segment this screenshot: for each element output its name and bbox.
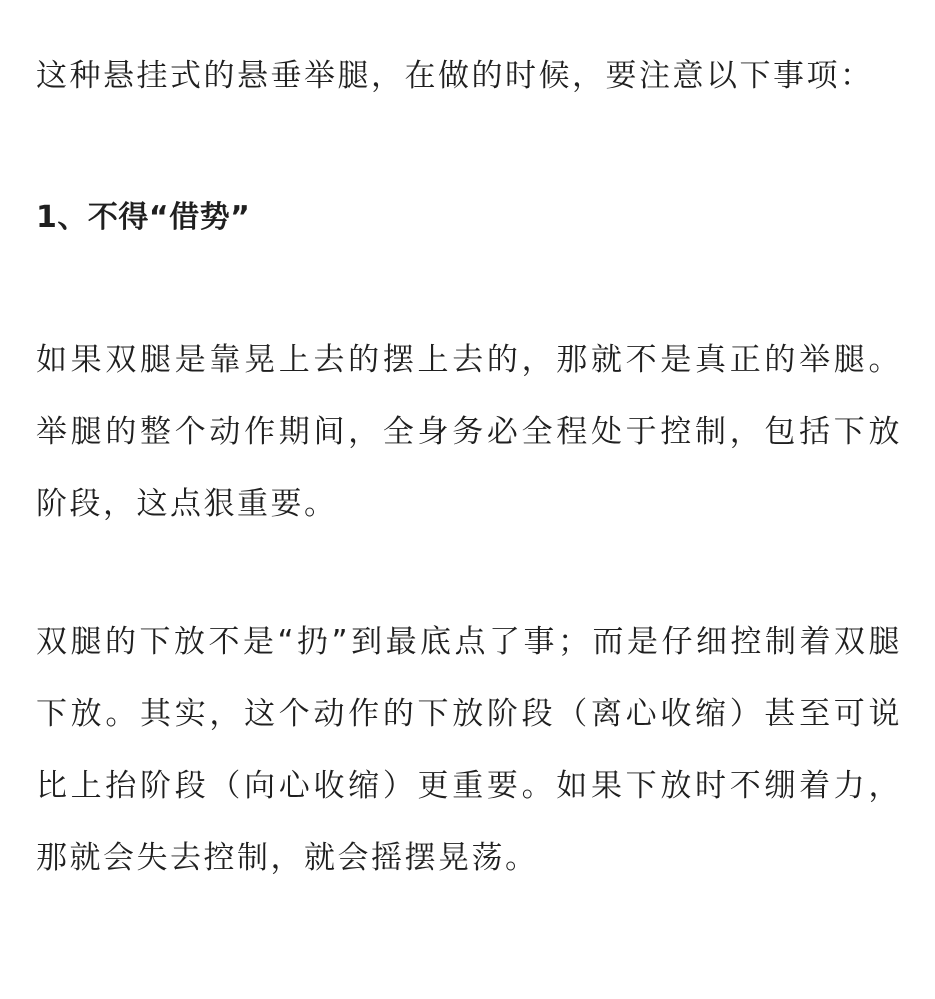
paragraph-1: 如果双腿是靠晃上去的摆上去的，那就不是真正的举腿。举腿的整个动作期间，全身务必全程处于控制，包括下放阶段，这点狠重要。 bbox=[36, 342, 902, 522]
spacer bbox=[36, 540, 902, 606]
spacer bbox=[36, 254, 902, 324]
spacer bbox=[36, 112, 902, 182]
paragraph-2: 双腿的下放不是“扔”到最底点了事；而是仔细控制着双腿下放。其实，这个动作的下放阶段（离心收缩）甚至可说比上抬阶段（向心收缩）更重要。如果下放时不绷着力，那就会失去控制，就会摇摆晃荡。 bbox=[36, 624, 902, 876]
article-body bbox=[36, 40, 902, 894]
intro-paragraph: 这种悬挂式的悬垂举腿，在做的时候，要注意以下事项： bbox=[36, 58, 874, 94]
section-heading: 1、不得“借势” bbox=[36, 200, 251, 235]
